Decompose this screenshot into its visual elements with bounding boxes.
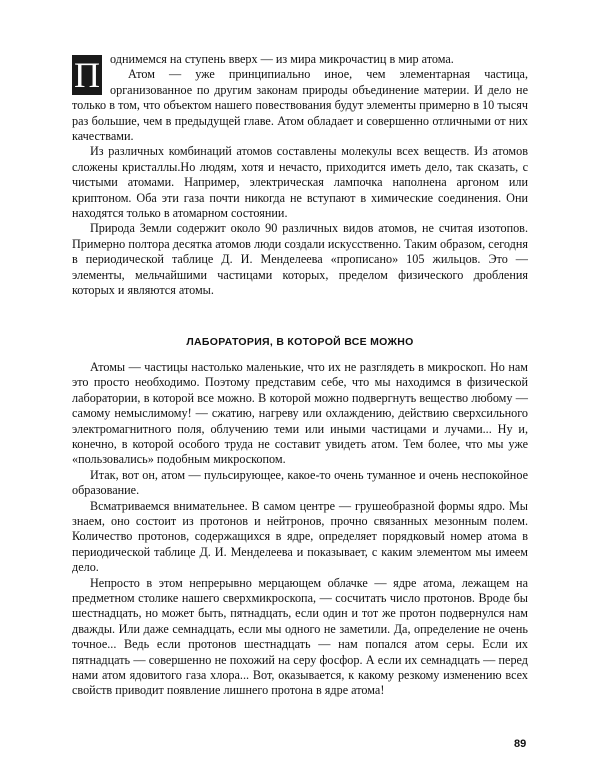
paragraph: Итак, вот он, атом — пульсирующее, какое-то очень туманное и очень неспокойное образование. bbox=[72, 467, 528, 498]
page-text bbox=[72, 52, 528, 699]
paragraph: Всматриваемся внимательнее. В самом центре — грушеобразной формы ядро. Мы знаем, оно состоит из протонов и нейтронов, прочно связанных мезонным полем. Количество протонов, содержащихся в ядре, определяет порядковый номер атома в периодической таблице Д. И. Менделеева и показывает, с каким элементом мы имеем дело. bbox=[72, 498, 528, 575]
page-number: 89 bbox=[514, 738, 527, 750]
paragraph: Из различных комбинаций атомов составлены молекулы всех веществ. Из атомов сложены кристаллы.Но людям, хотя и нечасто, приходится иметь дело, так сказать, с чистыми атомами. Например, электрическая лампочка наполнена аргоном или криптоном. Оба эти газа почти никогда не вступают в химические соединения. Они находятся только в атомарном состоянии. bbox=[72, 144, 528, 221]
drop-cap: П bbox=[74, 55, 100, 95]
paragraph: Атомы — частицы настолько маленькие, что их не разглядеть в микроскоп. Но нам это просто необходимо. Поэтому представим себе, что мы находимся в физической лаборатории, в которой все можно. В которой можно подвергнуть вещество любому — самому немыслимому! — сжатию, нагреву или охлаждению, действию сверхсильного электромагнитного поля, облучению теми или иными частицами и лучами... Ну и, конечно, в которой особого труда не составит увидеть атом. Тем более, что мы уже «пользовались» подобным микроскопом. bbox=[72, 359, 528, 467]
paragraph: Природа Земли содержит около 90 различных видов атомов, не считая изотопов. Примерно полтора десятка атомов люди создали искусственно. Таким образом, сегодня в периодической таблице Д. И. Менделеева «прописано» 105 жильцов. Это — элементы, мельчайшими частицами которых, пределом физического дробления которых и являются атомы. bbox=[72, 221, 528, 298]
paragraph-intro: однимемся на ступень вверх — из мира микрочастиц в мир атома. bbox=[110, 52, 454, 66]
paragraph: Атом — уже принципиально иное, чем элементарная частица, организованное по другим законам природы объединение материи. И дело не только в том, что объектом нашего повествования будут элементы примерно в 10 тысяч раз большие, чем в предыдущей главе. Атом обладает и совершенно отличными от них качествами. bbox=[72, 67, 528, 144]
section-heading: ЛАБОРАТОРИЯ, В КОТОРОЙ ВСЕ МОЖНО bbox=[186, 335, 414, 348]
paragraph: Непросто в этом непрерывно мерцающем облачке — ядре атома, лежащем на предметном столике нашего сверхмикроскопа, — сосчитать число протонов. Вроде бы шестнадцать, но может быть, пятнадцать, если один и тот же протон подвернулся нам дважды. Или даже семнадцать, если мы одного не заметили. Да, определение не очень точное... Ведь если протонов шестнадцать — нам попался атом серы. Если их пятнадцать — совершенно не похожий на серу фосфор. А если их семнадцать — перед нами атом ядовитого газа хлора... Вот, оказывается, к какому резкому изменению всех свойств приводит появление лишнего протона в ядре атома! bbox=[72, 575, 528, 698]
